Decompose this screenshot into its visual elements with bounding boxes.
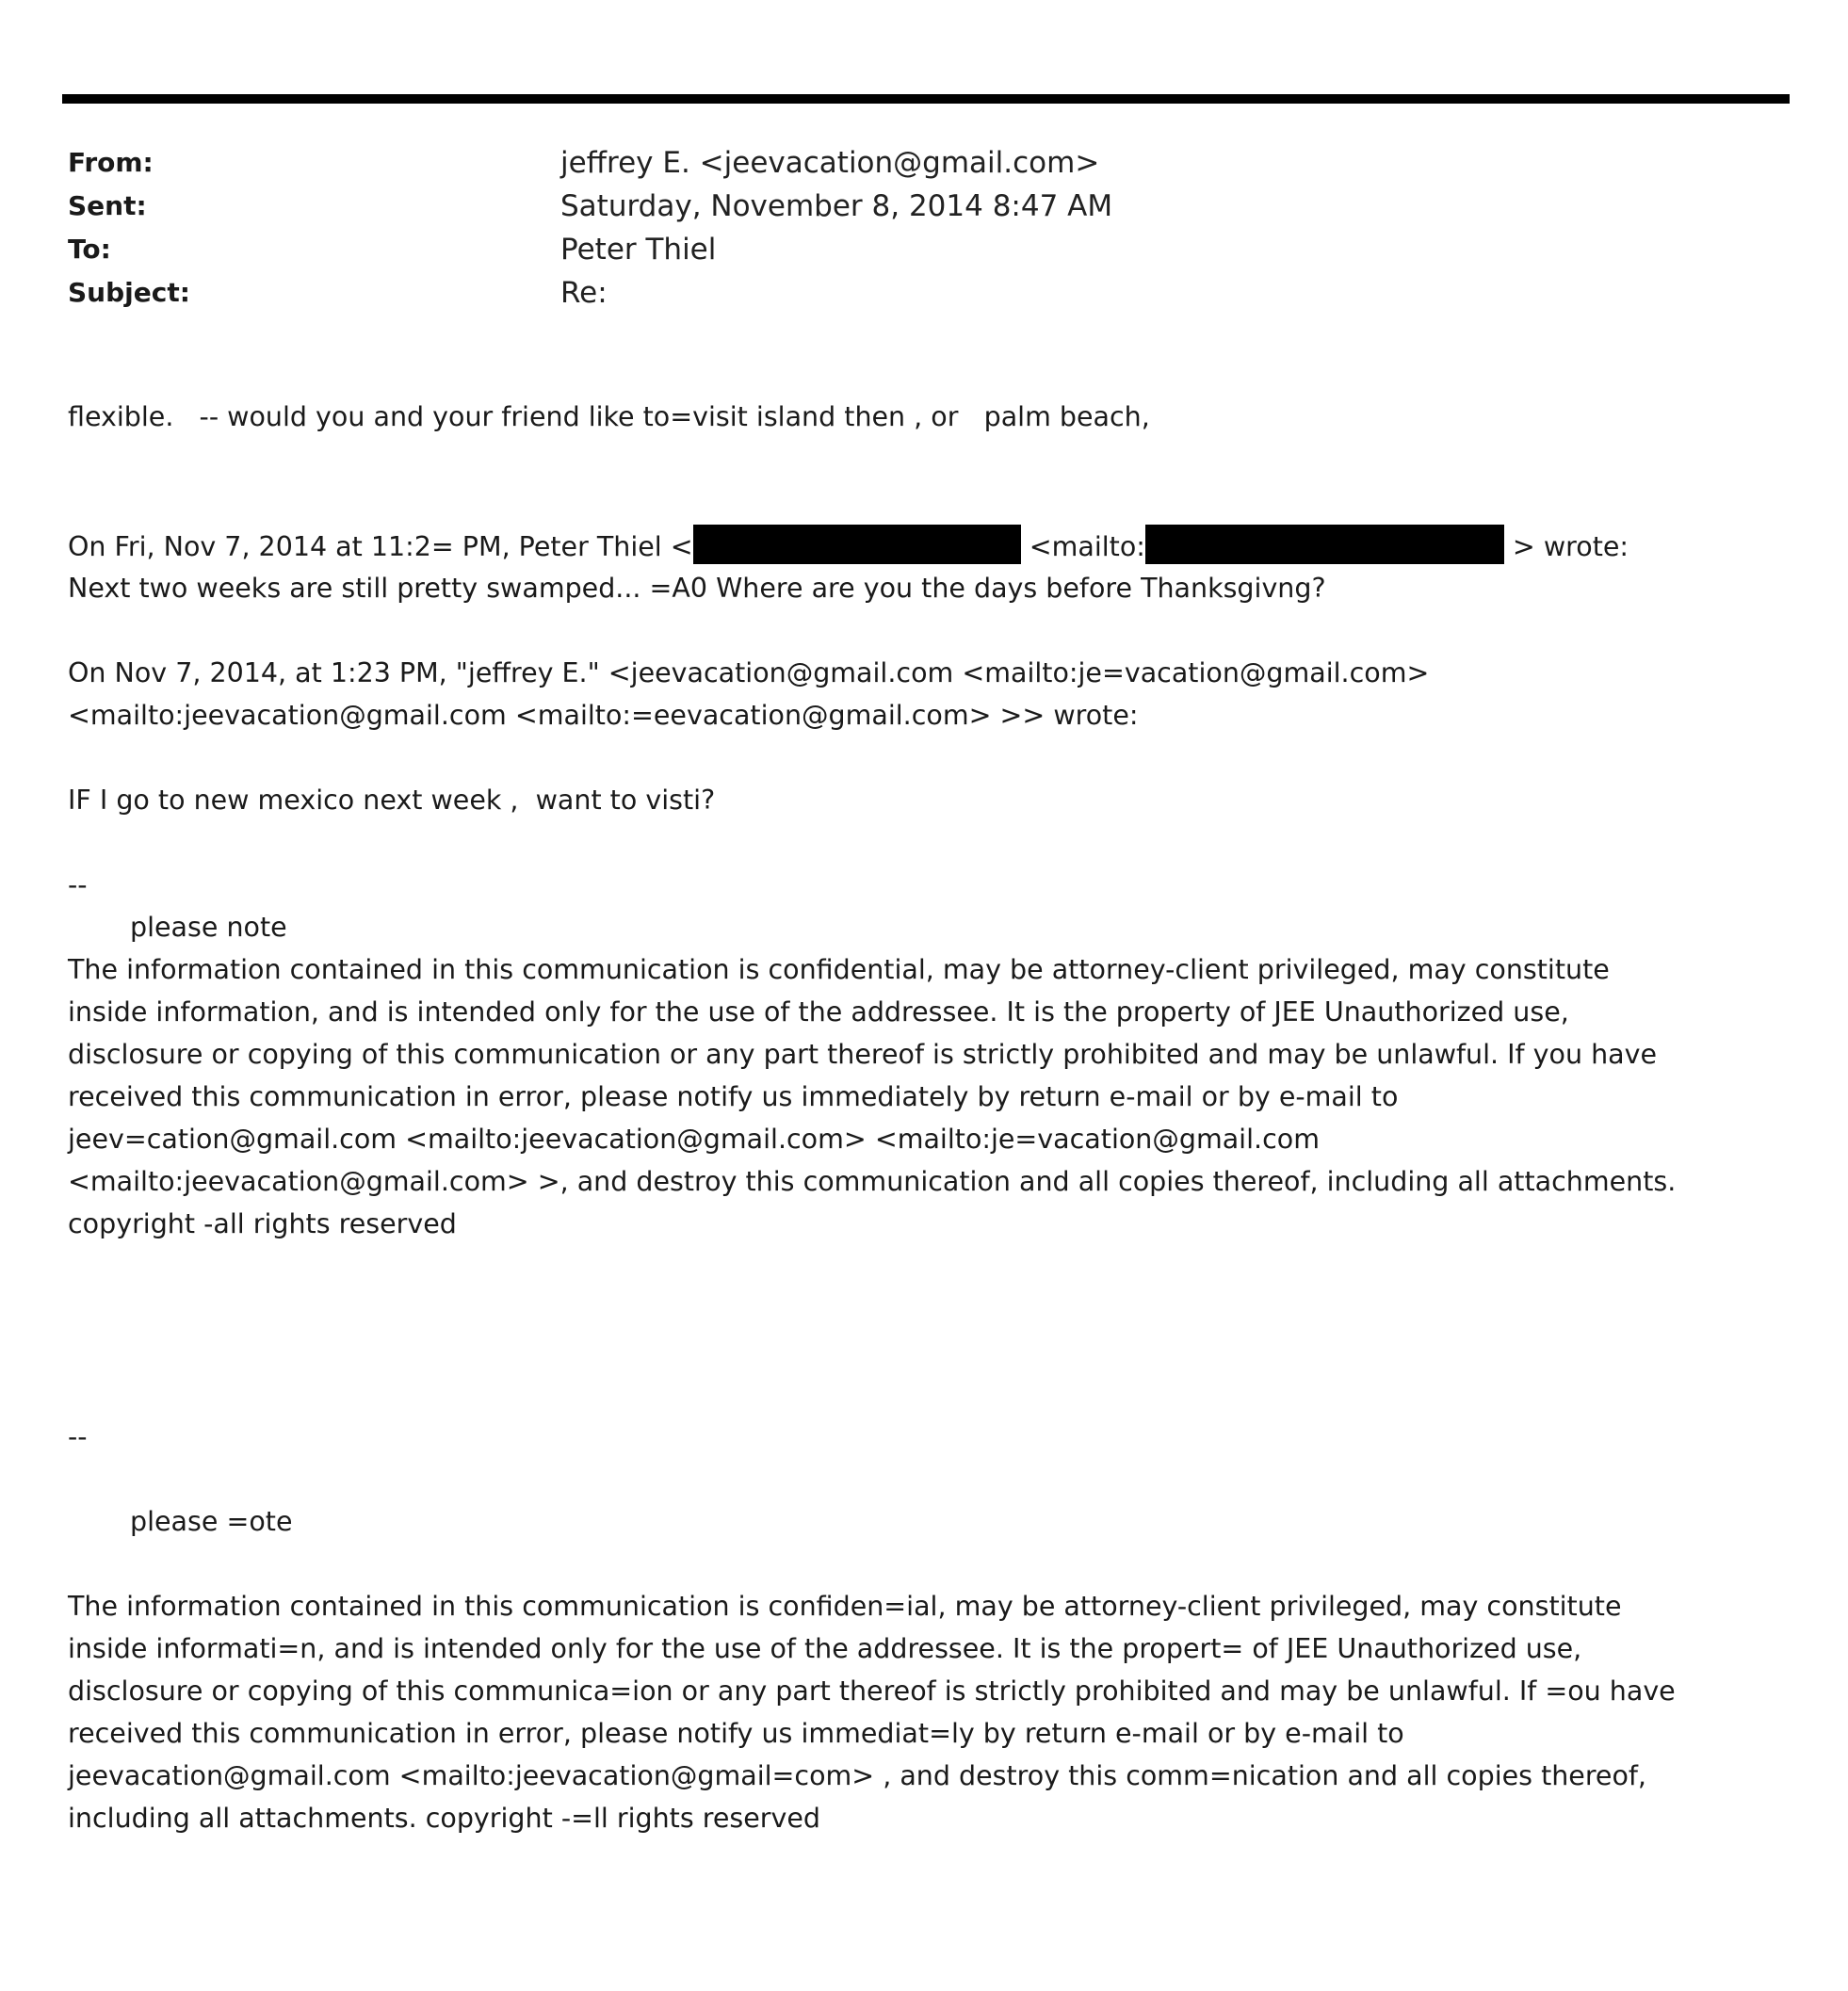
signature1-line: jeev=cation@gmail.com <mailto:jeevacation@gmail.com> <mailto:je=vacation@gmail.com <box>68 1124 1320 1155</box>
redacted-mailto-block <box>1145 525 1504 564</box>
signature1-line: copyright -all rights reserved <box>68 1208 457 1239</box>
subject-label: Subject: <box>68 277 190 308</box>
signature2-note: please =ote <box>130 1506 293 1537</box>
email-header <box>68 141 1782 315</box>
from-label: From: <box>68 147 154 178</box>
signature1-line: The information contained in this communication is confidential, may be attorney-client privileged, may constitute <box>68 954 1610 985</box>
redacted-email-block <box>693 525 1021 564</box>
subject-value: Re: <box>560 276 608 310</box>
quote2-attribution-line2: <mailto:jeevacation@gmail.com <mailto:=eevacation@gmail.com> >> wrote: <box>68 700 1139 731</box>
quote1-attribution-prefix: On Fri, Nov 7, 2014 at 11:2= PM, Peter Thiel < <box>68 531 693 562</box>
quote1-attribution-mid: <mailto: <box>1020 531 1145 562</box>
signature2-dashes: -- <box>68 1421 88 1452</box>
quote1-text: Next two weeks are still pretty swamped... =A0 Where are you the days before Thanksgivng? <box>68 573 1326 604</box>
sent-label: Sent: <box>68 190 147 221</box>
to-row <box>68 228 1782 271</box>
from-row <box>68 141 1782 185</box>
signature2-line: inside informati=n, and is intended only for the use of the addressee. It is the propert= of JEE Unauthorized use, <box>68 1633 1582 1664</box>
signature1-line: received this communication in error, please notify us immediately by return e-mail or by e-mail to <box>68 1081 1399 1112</box>
signature1-line: <mailto:jeevacation@gmail.com> >, and destroy this communication and all copies thereof, including all attachments. <box>68 1166 1677 1197</box>
sent-row <box>68 185 1782 228</box>
signature1-note: please note <box>130 912 287 943</box>
quote2-text: IF I go to new mexico next week , want to visti? <box>68 785 716 816</box>
signature1-line: disclosure or copying of this communication or any part thereof is strictly prohibited and may be unlawful. If you have <box>68 1039 1657 1070</box>
signature1-dashes: -- <box>68 869 88 900</box>
quote2-attribution-line1: On Nov 7, 2014, at 1:23 PM, "jeffrey E." <jeevacation@gmail.com <mailto:je=vacation@gmail.com> <box>68 657 1430 688</box>
to-value: Peter Thiel <box>560 233 717 267</box>
subject-row <box>68 271 1782 315</box>
quote1-attribution-suffix: > wrote: <box>1503 531 1629 562</box>
signature2-line: including all attachments. copyright -=ll rights reserved <box>68 1803 820 1834</box>
reply-text: flexible. -- would you and your friend like to=visit island then , or palm beach, <box>68 401 1150 432</box>
signature2-line: The information contained in this communication is confiden=ial, may be attorney-client privileged, may constitute <box>68 1591 1622 1622</box>
from-value: jeffrey E. <jeevacation@gmail.com> <box>560 146 1100 180</box>
quote1-attribution <box>68 525 1791 568</box>
sent-value: Saturday, November 8, 2014 8:47 AM <box>560 189 1113 223</box>
signature1-line: inside information, and is intended only for the use of the addressee. It is the property of JEE Unauthorized use, <box>68 996 1569 1028</box>
signature2-line: received this communication in error, please notify us immediat=ly by return e-mail or by e-mail to <box>68 1718 1404 1749</box>
signature2-line: jeevacation@gmail.com <mailto:jeevacation@gmail=com> , and destroy this comm=nication and all copies thereof, <box>68 1760 1646 1791</box>
to-label: To: <box>68 234 111 265</box>
signature2-line: disclosure or copying of this communica=ion or any part thereof is strictly prohibited and may be unlawful. If =ou have <box>68 1675 1676 1707</box>
header-rule <box>62 94 1790 104</box>
